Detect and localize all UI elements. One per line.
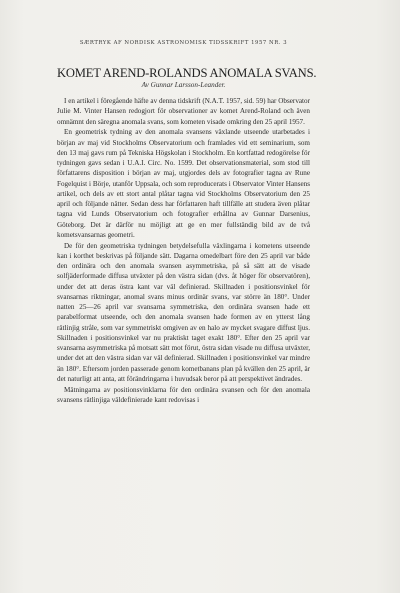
article-byline: Av Gunnar Larsson-Leander. — [141, 81, 226, 89]
article-title: KOMET AREND-ROLANDS ANOMALA SVANS. — [57, 66, 317, 80]
text-column — [57, 40, 317, 405]
paragraph-intro: I en artikel i föregående häfte av denna tidskrift (N.A.T. 1957, sid. 59) har Observator Julie M. Vinter Hansen redogjort för observationer av komet Arend-Roland och även omnämnt den säregna anomala svans, som kometen visade omkring den 25 april 1957. — [57, 97, 310, 126]
article-body — [57, 96, 310, 405]
paragraph-geometric-interpretation: En geometrisk tydning av den anomala svansens växlande utseende utarbetades i början av maj vid Stockholms Observatorium och framlades vid ett seminarium, som den 13 maj gavs rum på Tekniska Högskolan i Stockholm. En kortfattad redogörelse för tydningen gavs sedan i U.A.I. Circ. No. 1599. Det observationsmaterial, som stod till författarens disposition i början av maj, utgjordes dels av fotografier tagna av Rune Fogelquist i Börje, utanför Uppsala, och som reproducerats i Observator Vinter Hansens artikel, och dels av ett stort antal plåtar tagna vid Stockholms Observatorium den 25 april och följande nätter. Sedan dess har författaren haft tillfälle att studera även plåtar tagna vid Lunds Observatorium och fotografier erhållna av Gunnar Darsenius, Göteborg. Det är därför nu möjligt att ge en mer fullständig bild av de två kometsvansarnas geometri. — [57, 128, 310, 239]
paragraph-measurements: Mätningarna av positionsvinklarna för den ordinära svansen och för den anomala svansens rätlinjiga väldefinierade kant redovisas i — [57, 385, 310, 404]
reprint-header: SÆRTRYK AF NORDISK ASTRONOMISK TIDSSKRIFT 1957 NR. 3 — [79, 40, 288, 46]
paragraph-tail-changes: De för den geometriska tydningen betydelsefulla växlingarna i kometens utseende kan i korthet beskrivas på följande sätt. Dagarna omedelbart före den 25 april var både den ordinära och den anomala svansen asymmetriska, på så sätt att de visade solfjäderformade diffusa utväxter på den västra sidan (dvs. åt höger för observatören), under det att deras östra kant var väl definierad. Skillnaden i positionsvinkel för svansarnas riktningar, anomal svans minus ordinär svans, var större än 180°. Under natten 25—26 april var svansarna symmetriska, den ordinära svansen hade ett parabelformat utseende, och den anomala svansen hade formen av en ytterst lång rätlinjig stråle, som var symmetriskt omgiven av en halo av mycket svagare diffust ljus. Skillnaden i positionsvinkel var nu praktiskt taget exakt 180°. Efter den 25 april var svansarna asymmetriska på motsatt sätt mot förut, östra sidan visade nu diffusa utväxter, under det att den västra sidan var väl definierad. Skillnaden i positionsvinkel var mindre än 180°. Eftersom jorden passerade genom kometbanans plan på kvällen den 25 april, är det naturligt att anta, att förändringarna i huvudsak beror på att perspektivet ändrades. — [57, 241, 310, 383]
